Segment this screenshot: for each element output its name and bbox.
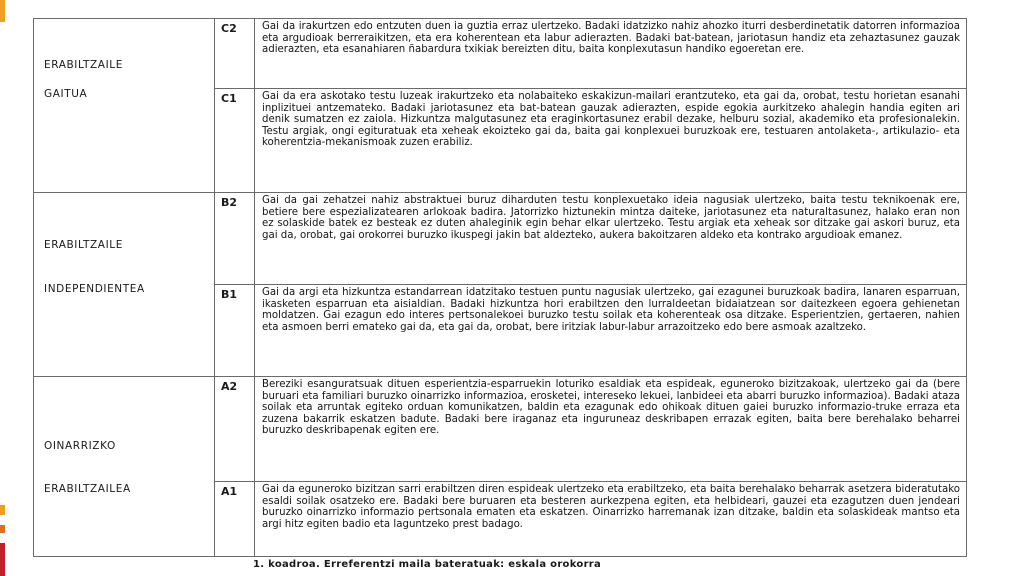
level-code: C2: [215, 19, 255, 89]
level-code: A1: [215, 482, 255, 557]
accent-segment: [0, 505, 5, 515]
group-label-line1: OINARRIZKO: [44, 440, 116, 452]
group-label-line1: ERABILTZAILE: [44, 59, 123, 71]
group-cell-gaitua: [34, 19, 215, 193]
level-code: B1: [215, 285, 255, 377]
accent-bar-top: [0, 0, 5, 22]
group-label-line2: GAITUA: [44, 88, 88, 100]
table-caption: 1. koadroa. Erreferentzi maila bateratuak: eskala orokorra: [253, 559, 602, 570]
table-row: [34, 377, 967, 482]
table-row: [34, 193, 967, 285]
level-code: B2: [215, 193, 255, 285]
accent-bar-bottom: [0, 505, 5, 576]
group-cell-independientea: [34, 193, 215, 377]
level-description: Gai da irakurtzen edo entzuten duen ia guztia erraz ulertzeko. Badaki idatzizko nahiz ahozko iturri desberdinetatik datorren informazioa eta argudioak berreraikitzen, eta era koherentean eta labur adierazten. Badaki bat-batean, jariotasun handiz eta zehaztasunez gauzak adierazten, eta esanahiaren ñabardura txikiak bereizten ditu, baita konplexutasun handiko egoeretan ere.: [255, 19, 967, 89]
level-code: A2: [215, 377, 255, 482]
table-row: [34, 19, 967, 89]
level-code: C1: [215, 89, 255, 193]
level-description: Gai da era askotako testu luzeak irakurtzeko eta nolabaiteko eskakizun-mailari erantzuteko, eta gai da, orobat, testu horietan esanahi inplizituei antzemateko. Badaki jariotasunez eta bat-batean gauzak adierazten, espide egokia aurkitzeko ahalegin handia egiten ari denik sumatzen ez zaiola. Hizkuntza malgutasunez eta eraginkortasunez erabil dezake, helburu sozial, akademiko eta profesionalekin. Testu argiak, ongi egituratuak eta xeheak ekoizteko gai da, baita gai konplexuei buruzkoak ere, testuaren antolaketa-, artikulazio- eta koherentzia-mekanismoak zuzen erabiliz.: [255, 89, 967, 193]
level-description: Gai da argi eta hizkuntza estandarrean idatzitako testuen puntu nagusiak ulertzeko, gai ezagunei buruzkoak badira, lanaren esparruan, ikasketen esparruan eta aisialdian. Badaki hizkuntza hori erabiltzen den lurraldeetan bidaiatzean sor daitezkeen egoera gehienetan moldatzen. Gai ezagun edo interes pertsonalekoei buruzko testu soilak eta koherenteak osa ditzake. Esperientzien, gertaeren, nahien eta asmoen berri emateko gai da, eta gai da, orobat, bere iritziak labur-labur arrazoitzeko edo bere asmoak azaltzeko.: [255, 285, 967, 377]
accent-segment: [0, 543, 5, 576]
group-label-line1: ERABILTZAILE: [44, 239, 123, 251]
group-cell-oinarrizko: [34, 377, 215, 557]
level-description: Bereziki esanguratsuak dituen esperientzia-esparruekin loturiko esaldiak eta espideak, eguneroko bizitzakoak, ulertzeko gai da (bere buruari eta familiari buruzko oinarrizko informazioa, erosketei, intereseko lekuei, lanbideei eta abarri buruzko informazioa). Badaki ataza soilak eta arruntak egiteko orduan komunikatzen, baldin eta ezagunak edo ohikoak dituen gaiei buruzko informazio-truke erraza eta zuzena bakarrik eskatzen badute. Badaki bere iraganaz eta inguruneaz deskribapen errazak egiten, baita bere berehalako beharrei buruzko deskribapenak egiten ere.: [255, 377, 967, 482]
cefr-levels-table: [33, 18, 967, 557]
level-description: Gai da eguneroko bizitzan sarri erabiltzen diren espideak ulertzeko eta erabiltzeko, eta baita berehalako beharrak asetzera bideratutako esaldi soilak osatzeko ere. Badaki bere buruaren eta besteren aurkezpena egiten, eta helbideari, gauzei eta ezagutzen duen jendeari buruzko oinarrizko informazio pertsonala ematen eta eskatzen. Oinarrizko harremanak izan ditzake, baldin eta solaskideak mantso eta argi hitz egiten badio eta laguntzeko prest badago.: [255, 482, 967, 557]
level-description: Gai da gai zehatzei nahiz abstraktuei buruz diharduten testu konplexuetako ideia nagusiak ulertzeko, baita testu teknikoenak ere, betiere bere espezializatearen arlokoak badira. Jatorrizko hiztunekin mintza daiteke, jariotasunez eta naturaltasunez, halako eran non ez solaskide batek ez besteak ez duten ahaleginik egin behar elkar ulertzeko. Testu argiak eta xeheak sor ditzake gai askori buruz, eta gai da, orobat, gai orokorrei buruzko ikuspegi jakin bat aldezteko, aukera bakoitzaren aldeko eta kontrako argudioak emanez.: [255, 193, 967, 285]
group-label-line2: INDEPENDIENTEA: [44, 283, 145, 295]
group-label-line2: ERABILTZAILEA: [44, 483, 131, 495]
accent-segment: [0, 525, 5, 533]
